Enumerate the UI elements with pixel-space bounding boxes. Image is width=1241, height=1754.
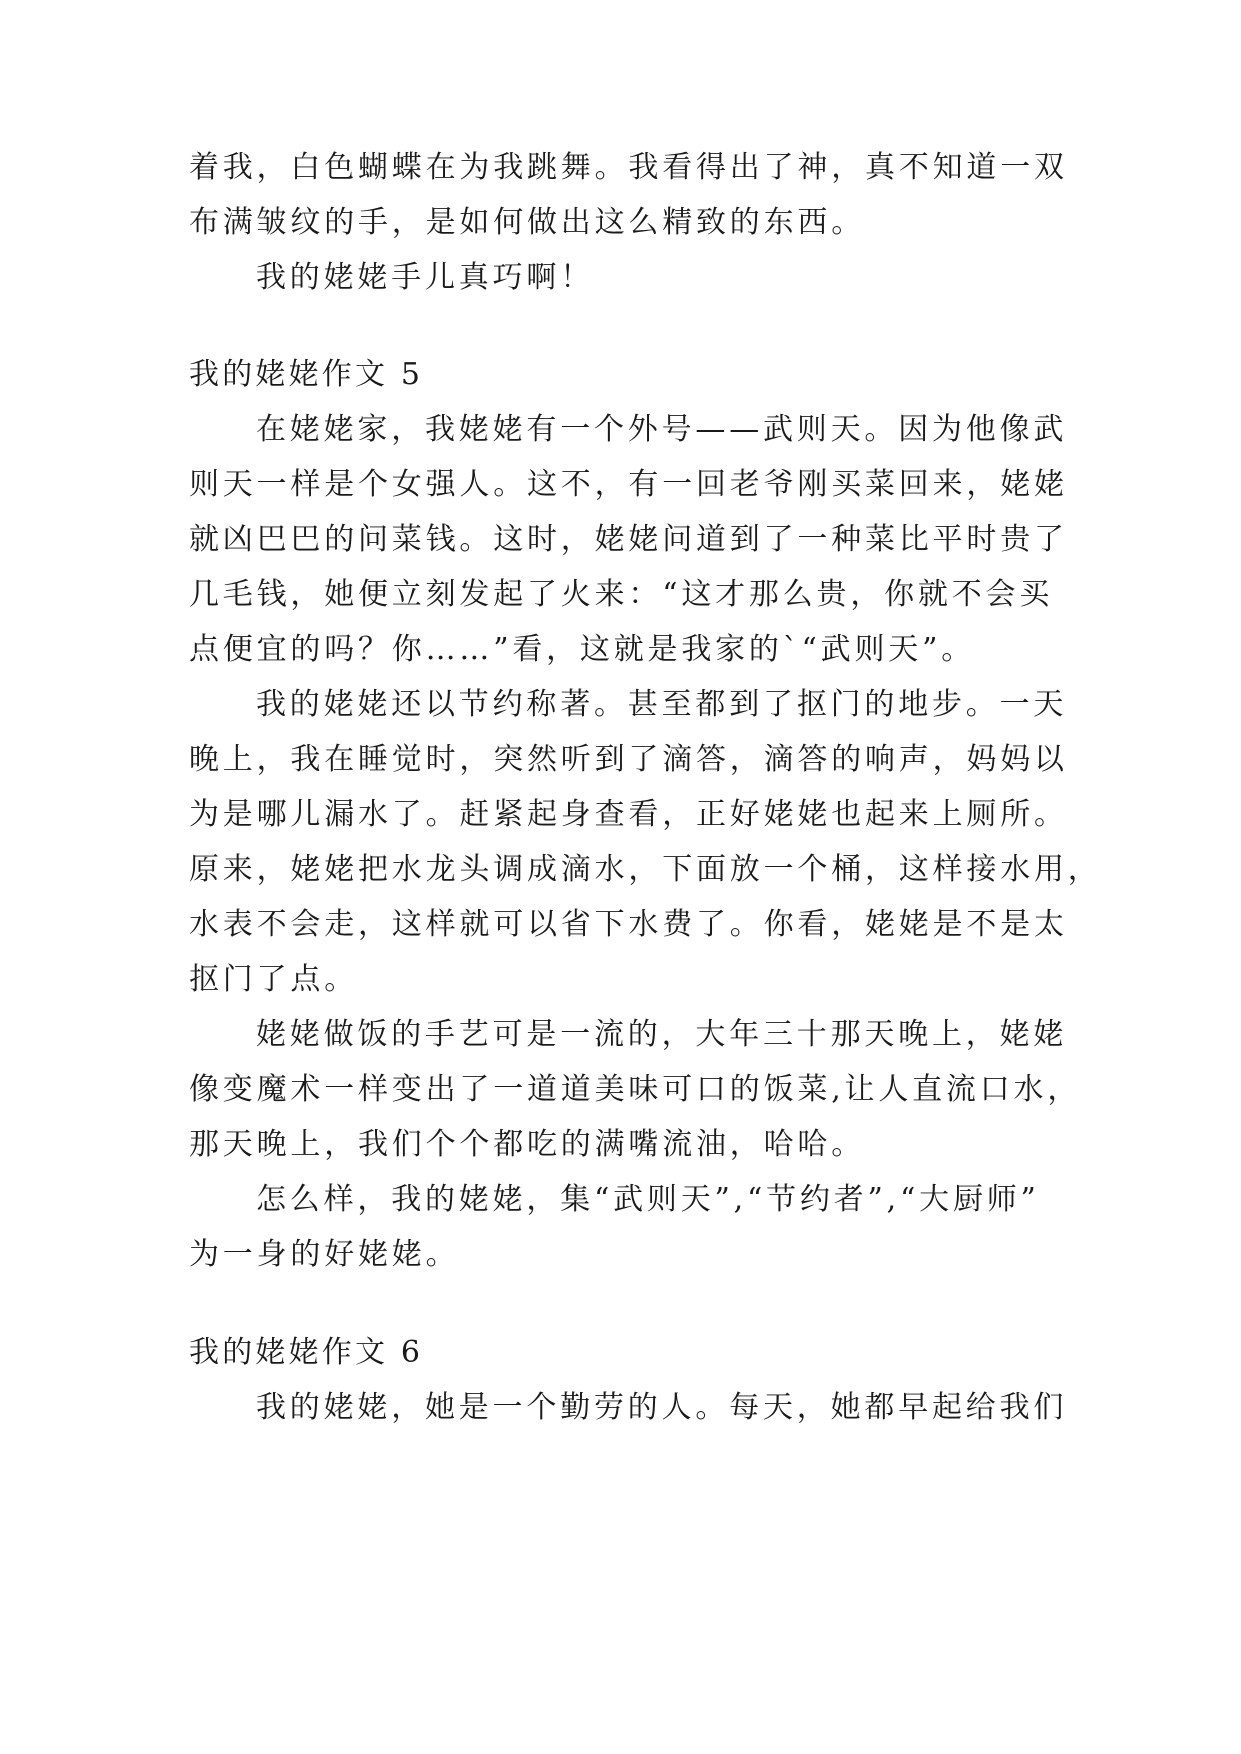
text-line: 则天一样是个女强人。这不，有一回老爷刚买菜回来，姥姥: [189, 467, 1068, 502]
text-line: 点便宜的吗？你……”看，这就是我家的`“武则天”。: [189, 632, 976, 667]
text-line: 就凶巴巴的问菜钱。这时，姥姥问道到了一种菜比平时贵了: [189, 522, 1068, 557]
paragraph-line: 我的姥姥手儿真巧啊！: [256, 260, 594, 295]
text-line: 抠门了点。: [189, 962, 358, 997]
text-line: 为一身的好姥姥。: [189, 1237, 460, 1272]
text-line: 那天晚上，我们个个都吃的满嘴流油，哈哈。: [189, 1127, 865, 1162]
text-line: 为是哪儿漏水了。赶紧起身查看，正好姥姥也起来上厕所。: [189, 797, 1068, 832]
paragraph-line: 在姥姥家，我姥姥有一个外号——武则天。因为他像武: [256, 412, 1068, 447]
text-line: 几毛钱，她便立刻发起了火来：“这才那么贵，你就不会买: [189, 577, 1054, 612]
text-line: 着我，白色蝴蝶在为我跳舞。我看得出了神，真不知道一双: [189, 150, 1068, 185]
text-line: 水表不会走，这样就可以省下水费了。你看，姥姥是不是太: [189, 907, 1068, 942]
paragraph-line: 我的姥姥还以节约称著。甚至都到了抠门的地步。一天: [256, 687, 1068, 722]
paragraph-line: 我的姥姥，她是一个勤劳的人。每天，她都早起给我们: [256, 1390, 1068, 1425]
section-heading: 我的姥姥作文 5: [189, 357, 424, 392]
text-line: 像变魔术一样变出了一道道美味可口的饭菜,让人直流口水，: [189, 1072, 1082, 1107]
text-line: 晚上，我在睡觉时，突然听到了滴答，滴答的响声，妈妈以: [189, 742, 1068, 777]
section-heading: 我的姥姥作文 6: [189, 1335, 424, 1370]
paragraph-line: 怎么样，我的姥姥，集“武则天”,“节约者”,“大厨师”: [256, 1182, 1040, 1217]
text-line: 原来，姥姥把水龙头调成滴水，下面放一个桶，这样接水用，: [189, 852, 1102, 887]
text-line: 布满皱纹的手，是如何做出这么精致的东西。: [189, 205, 865, 240]
paragraph-line: 姥姥做饭的手艺可是一流的，大年三十那天晚上，姥姥: [256, 1017, 1068, 1052]
